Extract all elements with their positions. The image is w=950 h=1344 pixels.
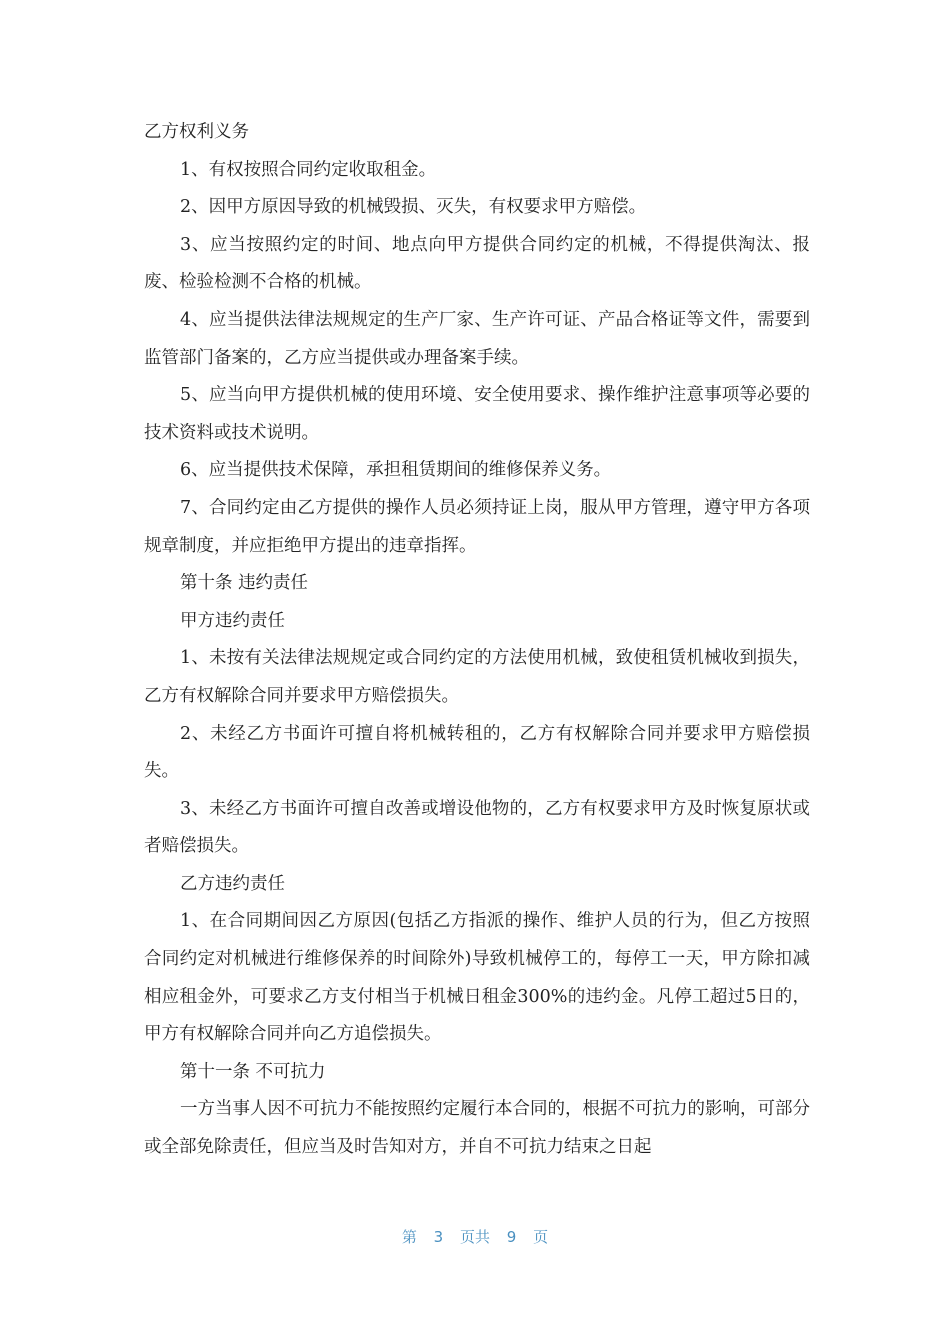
paragraph: 一方当事人因不可抗力不能按照约定履行本合同的，根据不可抗力的影响，可部分或全部免除责任，但应当及时告知对方，并自不可抗力结束之日起 [144,1099,810,1158]
page-footer [0,1226,950,1247]
document-body [144,114,810,1167]
paragraph: 2、未经乙方书面许可擅自将机械转租的，乙方有权解除合同并要求甲方赔偿损失。 [144,723,810,782]
paragraph: 4、应当提供法律法规规定的生产厂家、生产许可证、产品合格证等文件，需要到监管部门备案的，乙方应当提供或办理备案手续。 [144,309,810,368]
footer-middle: 页共 [459,1228,490,1246]
footer-suffix: 页 [533,1228,549,1246]
paragraph: 甲方违约责任 [180,610,285,631]
paragraph: 3、未经乙方书面许可擅自改善或增设他物的，乙方有权要求甲方及时恢复原状或者赔偿损失。 [144,798,810,857]
footer-total-pages: 9 [506,1228,517,1246]
paragraph: 第十条 违约责任 [180,573,309,594]
paragraph: 5、应当向甲方提供机械的使用环境、安全使用要求、操作维护注意事项等必要的技术资料或技术说明。 [144,385,810,443]
paragraph: 乙方权利义务 [144,122,249,142]
paragraph: 1、未按有关法律法规规定或合同约定的方法使用机械，致使租赁机械收到损失，乙方有权解除合同并要求甲方赔偿损失。 [144,648,810,706]
paragraph: 6、应当提供技术保障，承担租赁期间的维修保养义务。 [180,460,612,481]
paragraph: 第十一条 不可抗力 [180,1061,326,1082]
paragraph: 7、合同约定由乙方提供的操作人员必须持证上岗，服从甲方管理，遵守甲方各项规章制度，并应拒绝甲方提出的违章指挥。 [144,497,810,556]
paragraph: 3、应当按照约定的时间、地点向甲方提供合同约定的机械，不得提供淘汰、报废、检验检测不合格的机械。 [144,234,810,293]
paragraph: 1、有权按照合同约定收取租金。 [180,159,437,180]
footer-current-page: 3 [433,1228,444,1246]
footer-prefix: 第 [401,1228,417,1246]
paragraph: 乙方违约责任 [180,873,285,894]
paragraph: 2、因甲方原因导致的机械毁损、灭失，有权要求甲方赔偿。 [180,197,647,218]
paragraph: 1、在合同期间因乙方原因(包括乙方指派的操作、维护人员的行为，但乙方按照合同约定对机械进行维修保养的时间除外)导致机械停工的，每停工一天，甲方除扣减相应租金外，可要求乙方支付相当于机械日租金300%的违约金。凡停工超过5日的，甲方有权解除合同并向乙方追偿损失。 [144,911,810,1045]
